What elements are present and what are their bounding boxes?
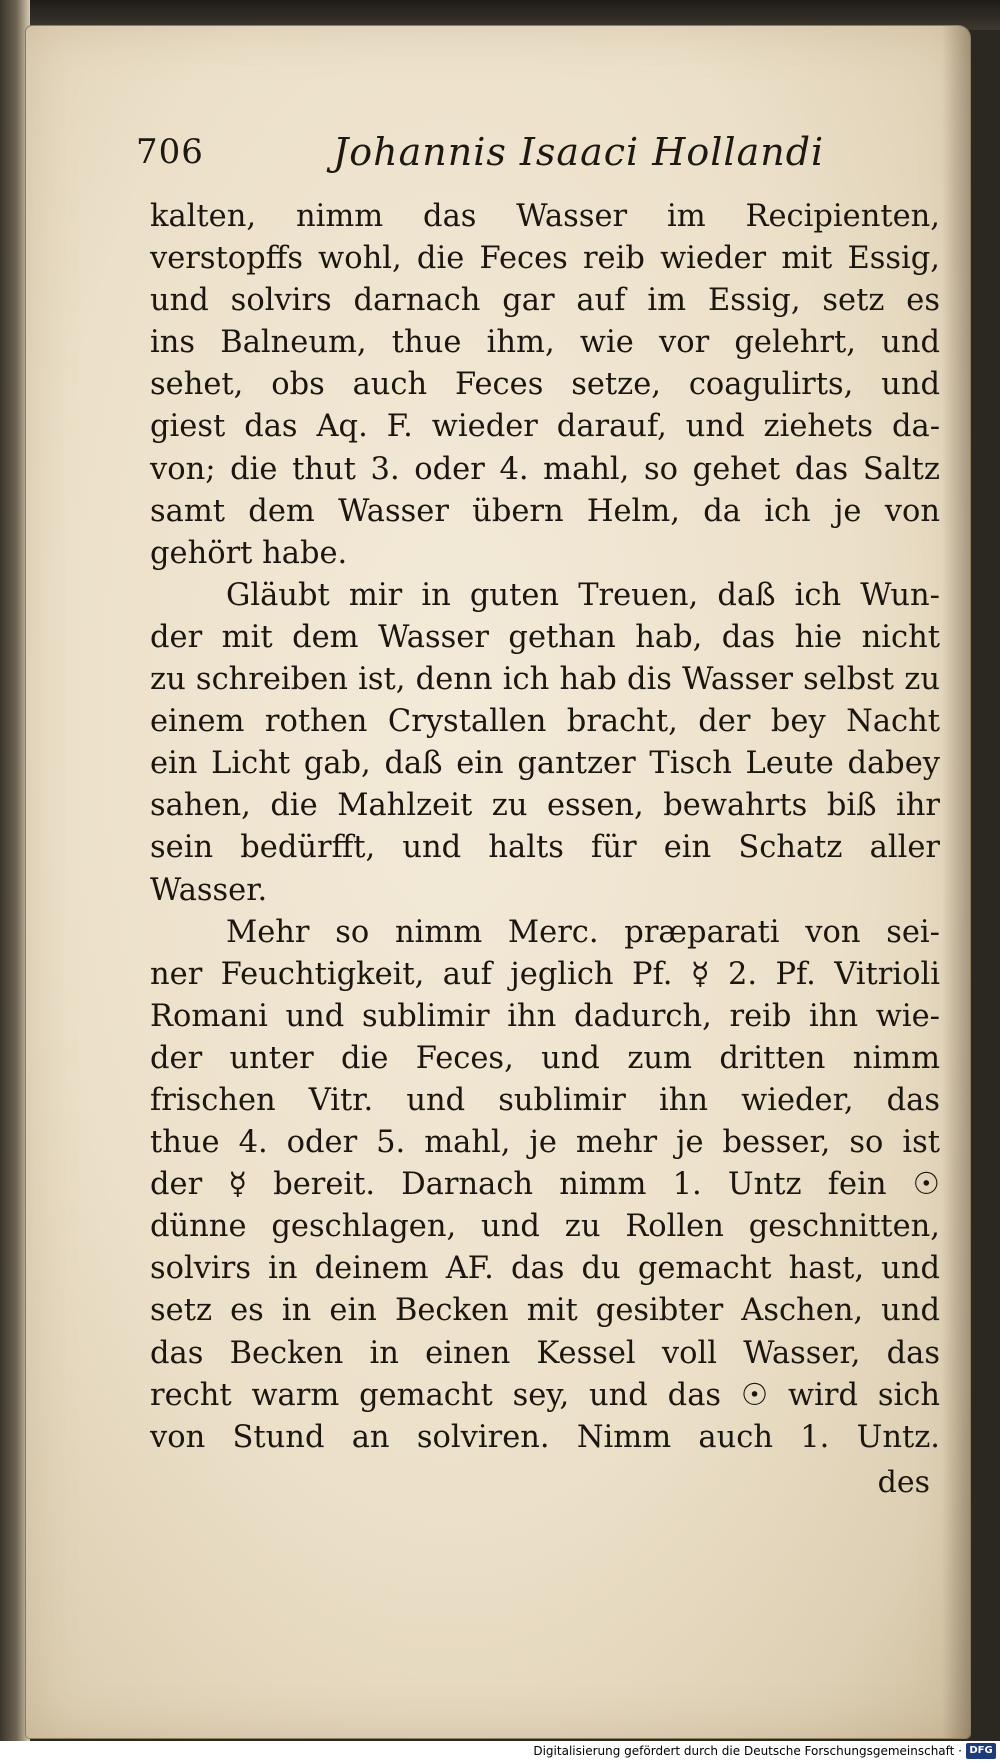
text-line: sein bedürfft, und halts für ein Schatz aller bbox=[150, 830, 940, 866]
paragraph-start: Mehr so nimm Merc. præparati von sei- bbox=[226, 914, 940, 950]
text-line: und solvirs darnach gar auf im Essig, setz es bbox=[150, 283, 940, 319]
footer-bar bbox=[0, 1741, 1000, 1763]
text-line: ins Balneum, thue ihm, wie vor gelehrt, und bbox=[150, 325, 940, 361]
text-line: Romani und sublimir ihn dadurch, reib ihn wie- bbox=[150, 998, 940, 1034]
body-text bbox=[150, 196, 940, 1459]
text-line: ein Licht gab, daß ein gantzer Tisch Leute dabey bbox=[150, 746, 940, 782]
dfg-logo-icon: DFG bbox=[966, 1743, 996, 1759]
text-line: von; die thut 3. oder 4. mahl, so gehet das Saltz bbox=[150, 451, 940, 487]
text-line: sehet, obs auch Feces setze, coagulirts, und bbox=[150, 367, 940, 403]
text-line: zu schreiben ist, denn ich hab dis Wasser selbst zu bbox=[150, 662, 940, 698]
page-number: 706 bbox=[136, 132, 204, 172]
text-line: setz es in ein Becken mit gesibter Aschen, und bbox=[150, 1293, 940, 1329]
text-line: giest das Aq. F. wieder darauf, und ziehets da- bbox=[150, 409, 940, 445]
catchword: des bbox=[877, 1465, 930, 1500]
text-line: samt dem Wasser übern Helm, da ich je von bbox=[150, 493, 940, 529]
text-line: der mit dem Wasser gethan hab, das hie nicht bbox=[150, 619, 940, 655]
text-line: das Becken in einen Kessel voll Wasser, das bbox=[150, 1335, 940, 1371]
page-edge-shadow bbox=[942, 26, 970, 1738]
running-header bbox=[118, 128, 938, 189]
running-title: Johannis Isaaci Hollandi bbox=[333, 130, 825, 174]
text-line: gehört habe. bbox=[150, 535, 348, 571]
text-line: frischen Vitr. und sublimir ihn wieder, das bbox=[150, 1082, 940, 1118]
digitization-credit: Digitalisierung gefördert durch die Deutsche Forschungsgemeinschaft · bbox=[533, 1744, 962, 1758]
text-line: dünne geschlagen, und zu Rollen geschnitten, bbox=[150, 1209, 940, 1245]
text-line: verstopffs wohl, die Feces reib wieder mit Essig, bbox=[150, 241, 940, 277]
text-line: sahen, die Mahlzeit zu essen, bewahrts biß ihr bbox=[150, 788, 940, 824]
text-line: thue 4. oder 5. mahl, je mehr je besser, so ist bbox=[150, 1125, 940, 1161]
text-line: solvirs in deinem AF. das du gemacht hast, und bbox=[150, 1251, 940, 1287]
text-line: recht warm gemacht sey, und das ☉ wird sich bbox=[150, 1377, 940, 1413]
text-line: von Stund an solviren. Nimm auch 1. Untz. bbox=[150, 1419, 940, 1455]
text-line: ner Feuchtigkeit, auf jeglich Pf. ☿ 2. Pf. Vitrioli bbox=[150, 956, 940, 992]
text-line: der unter die Feces, und zum dritten nimm bbox=[150, 1040, 940, 1076]
text-line: einem rothen Crystallen bracht, der bey Nacht bbox=[150, 704, 940, 740]
text-line: der ☿ bereit. Darnach nimm 1. Untz fein ☉ bbox=[150, 1167, 940, 1203]
text-line: Wasser. bbox=[150, 872, 268, 908]
paragraph-start: Gläubt mir in guten Treuen, daß ich Wun- bbox=[226, 577, 940, 613]
text-line: kalten, nimm das Wasser im Recipienten, bbox=[150, 199, 940, 234]
